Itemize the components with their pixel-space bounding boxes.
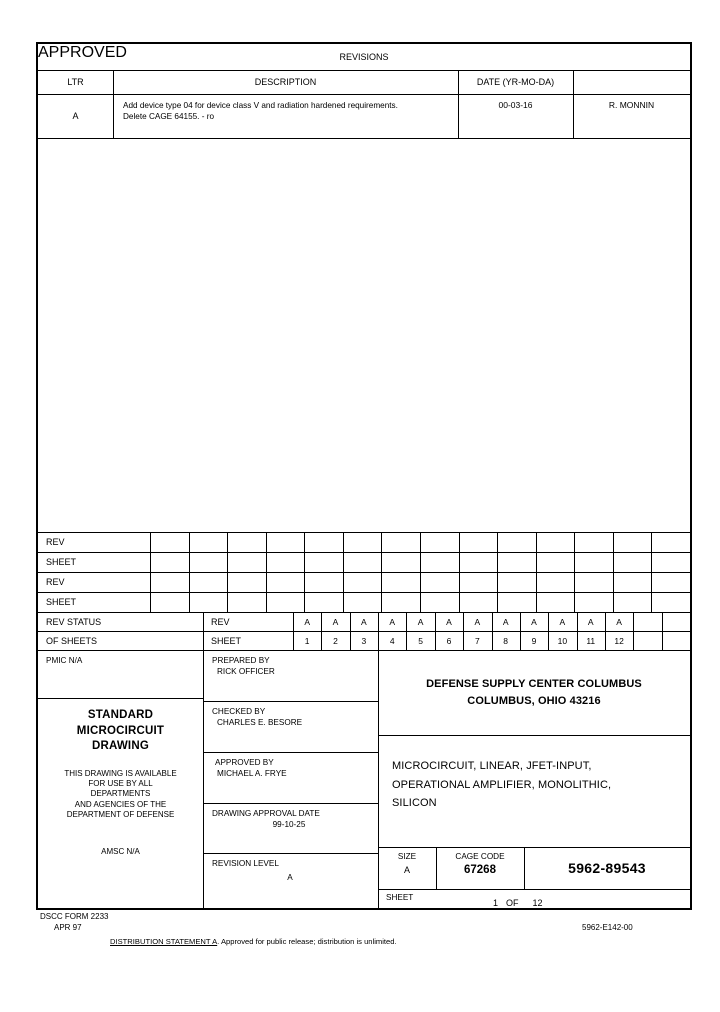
divider bbox=[381, 572, 382, 592]
rev-status-sheet-cell: 7 bbox=[474, 635, 480, 646]
divider bbox=[574, 552, 575, 572]
distribution-statement bbox=[110, 937, 397, 946]
divider bbox=[536, 532, 537, 552]
divider bbox=[113, 70, 114, 138]
rev-status-blank-cell bbox=[150, 532, 189, 552]
divider bbox=[497, 572, 498, 592]
rev-status-sheet-cell: 9 bbox=[531, 635, 537, 646]
divider bbox=[492, 612, 493, 650]
divider bbox=[381, 552, 382, 572]
divider bbox=[420, 532, 421, 552]
divider bbox=[574, 532, 575, 552]
revision-row-approved: R. MONNIN bbox=[608, 100, 655, 110]
cage-code-label: CAGE CODE bbox=[455, 852, 505, 861]
form-number: DSCC FORM 2233 bbox=[40, 912, 109, 921]
divider bbox=[459, 592, 460, 612]
smd-block bbox=[38, 698, 203, 910]
divider bbox=[420, 552, 421, 572]
rev-status-rev-cell bbox=[662, 612, 690, 631]
rev-status-blank-cell bbox=[574, 592, 613, 612]
rev-status-blank-cell bbox=[266, 552, 305, 572]
drawing-approval-date-field bbox=[203, 803, 378, 853]
rev-status-rev-cell: A bbox=[587, 616, 594, 627]
revision-row-ltr: A bbox=[72, 111, 79, 121]
divider bbox=[227, 592, 228, 612]
rev-status-blank-cell bbox=[189, 532, 228, 552]
divider bbox=[497, 552, 498, 572]
distribution-statement-text: . Approved for public release; distribution is unlimited. bbox=[217, 937, 397, 946]
rev-status-rev-cell: A bbox=[417, 616, 424, 627]
rev-status-blank-cell bbox=[459, 552, 498, 572]
drawing-frame bbox=[36, 42, 692, 910]
divider bbox=[266, 532, 267, 552]
rev-status-rev-cell: A bbox=[304, 616, 310, 627]
prepared-by-label: PREPARED BY bbox=[212, 656, 270, 665]
drawing-approval-label: DRAWING APPROVAL DATE bbox=[212, 809, 320, 818]
divider bbox=[651, 532, 652, 552]
checked-by-label: CHECKED BY bbox=[212, 707, 266, 716]
rev-status-blank-cell bbox=[381, 592, 420, 612]
rev-status-blank-cell bbox=[536, 532, 575, 552]
divider bbox=[459, 572, 460, 592]
checked-by-field bbox=[203, 701, 378, 752]
description-line1: MICROCIRCUIT, LINEAR, JFET-INPUT, bbox=[392, 760, 592, 772]
rev-status-sheet-cell bbox=[662, 631, 690, 650]
rev-status-blank-cell bbox=[189, 592, 228, 612]
divider bbox=[189, 592, 190, 612]
grid-row-label-rev-1: REV bbox=[46, 537, 65, 547]
rev-status-blank-cell bbox=[381, 552, 420, 572]
divider bbox=[378, 650, 379, 910]
rev-status-blank-cell bbox=[304, 532, 343, 552]
divider bbox=[463, 612, 464, 650]
approved-by-label: APPROVED BY bbox=[215, 758, 274, 767]
rev-status-blank-cell bbox=[613, 552, 652, 572]
rev-status-blank-cell bbox=[420, 572, 459, 592]
rev-status-sheet-cell bbox=[633, 631, 661, 650]
revisions-header-ltr: LTR bbox=[67, 77, 84, 87]
divider bbox=[651, 592, 652, 612]
rev-status-blank-cell bbox=[651, 552, 690, 572]
agency-block bbox=[378, 650, 690, 735]
divider bbox=[548, 612, 549, 650]
rev-status-rev-cell: A bbox=[616, 616, 622, 627]
pmic-value: PMIC N/A bbox=[46, 656, 83, 665]
revision-description-line1: Add device type 04 for device class V and radiation hardened requirements. bbox=[123, 101, 398, 110]
rev-status-blank-cell bbox=[574, 552, 613, 572]
divider bbox=[436, 847, 437, 889]
rev-status-blank-cell bbox=[574, 532, 613, 552]
divider bbox=[458, 70, 459, 138]
product-description bbox=[378, 735, 690, 847]
divider bbox=[266, 592, 267, 612]
divider bbox=[497, 532, 498, 552]
part-number-value: 5962-89543 bbox=[568, 860, 646, 876]
rev-status-blank-cell bbox=[381, 572, 420, 592]
revision-level-label: REVISION LEVEL bbox=[212, 859, 279, 868]
divider bbox=[574, 592, 575, 612]
rev-status-sheet-cell: 11 bbox=[586, 635, 596, 646]
drawing-body-blank bbox=[38, 138, 690, 532]
divider bbox=[150, 532, 151, 612]
rev-status-rev-cell: A bbox=[559, 616, 566, 627]
divider bbox=[381, 592, 382, 612]
rev-status-rev-cell: A bbox=[531, 616, 537, 627]
rev-status-blank-cell bbox=[304, 592, 343, 612]
divider bbox=[350, 612, 351, 650]
part-number-field bbox=[524, 847, 690, 889]
divider bbox=[459, 532, 460, 552]
divider bbox=[574, 572, 575, 592]
divider bbox=[227, 552, 228, 572]
rev-status-sheet-cell: 6 bbox=[446, 635, 452, 646]
rev-status-sheet-cell: 5 bbox=[418, 635, 423, 646]
rev-status-blank-cell bbox=[266, 532, 305, 552]
availability-line3: DEPARTMENTS bbox=[90, 789, 151, 799]
sheet-label: SHEET bbox=[386, 893, 414, 902]
divider bbox=[536, 552, 537, 572]
rev-status-blank-cell bbox=[497, 592, 536, 612]
rev-status-rev-label: REV bbox=[211, 616, 230, 627]
divider bbox=[605, 612, 606, 650]
divider bbox=[266, 572, 267, 592]
divider bbox=[420, 592, 421, 612]
checked-by-name: CHARLES E. BESORE bbox=[217, 717, 303, 727]
rev-status-blank-cell bbox=[227, 552, 266, 572]
rev-status-blank-cell bbox=[536, 572, 575, 592]
rev-status-blank-cell bbox=[420, 592, 459, 612]
distribution-statement-label: DISTRIBUTION STATEMENT A bbox=[110, 937, 218, 946]
pmic-field bbox=[38, 650, 203, 698]
availability-line1: THIS DRAWING IS AVAILABLE bbox=[64, 768, 177, 778]
rev-status-blank-cell bbox=[150, 572, 189, 592]
sheet-total: 12 bbox=[532, 898, 543, 908]
rev-status-blank-cell bbox=[266, 572, 305, 592]
rev-status-blank-cell bbox=[189, 552, 228, 572]
rev-status-sheet-cell: 3 bbox=[361, 635, 367, 646]
divider bbox=[304, 552, 305, 572]
divider bbox=[381, 532, 382, 552]
sheet-count bbox=[493, 889, 613, 910]
rev-status-blank-cell bbox=[381, 532, 420, 552]
rev-status-blank-cell bbox=[651, 532, 690, 552]
description-line3: SILICON bbox=[392, 797, 437, 810]
rev-status-sheet-cell: 4 bbox=[389, 635, 395, 646]
divider bbox=[577, 612, 578, 650]
divider bbox=[189, 552, 190, 572]
agency-line1: DEFENSE SUPPLY CENTER COLUMBUS bbox=[426, 678, 642, 690]
rev-status-blank-cell bbox=[497, 572, 536, 592]
divider bbox=[343, 572, 344, 592]
amsc-value: AMSC N/A bbox=[101, 846, 140, 856]
divider bbox=[459, 552, 460, 572]
rev-status-blank-cell bbox=[651, 572, 690, 592]
rev-status-blank-cell bbox=[420, 552, 459, 572]
divider bbox=[536, 592, 537, 612]
revisions-title: REVISIONS bbox=[339, 52, 389, 62]
revisions-header-description: DESCRIPTION bbox=[254, 77, 317, 87]
rev-status-label-line2: OF SHEETS bbox=[46, 635, 98, 646]
rev-status-blank-cell bbox=[304, 572, 343, 592]
rev-status-blank-cell bbox=[497, 552, 536, 572]
rev-status-blank-cell bbox=[459, 572, 498, 592]
divider bbox=[573, 70, 574, 138]
sheet-of: OF bbox=[506, 898, 519, 908]
rev-status-blank-cell bbox=[574, 572, 613, 592]
revision-level-value: A bbox=[287, 872, 293, 882]
availability-line5: DEPARTMENT OF DEFENSE bbox=[66, 810, 175, 820]
divider bbox=[497, 592, 498, 612]
revision-description-line2: Delete CAGE 64155. - ro bbox=[123, 112, 215, 122]
divider bbox=[420, 572, 421, 592]
divider bbox=[613, 552, 614, 572]
rev-status-blank-cell bbox=[613, 572, 652, 592]
rev-status-blank-cell bbox=[150, 552, 189, 572]
rev-status-blank-cell bbox=[459, 592, 498, 612]
rev-status-blank-cell bbox=[613, 592, 652, 612]
divider bbox=[378, 612, 379, 650]
rev-status-blank-cell bbox=[420, 532, 459, 552]
revisions-header-approved: APPROVED bbox=[38, 44, 127, 61]
revision-row-date: 00-03-16 bbox=[498, 100, 533, 110]
rev-status-blank-cell bbox=[266, 592, 305, 612]
rev-status-blank-cell bbox=[613, 532, 652, 552]
size-field bbox=[378, 847, 436, 889]
rev-status-blank-cell bbox=[343, 552, 382, 572]
rev-status-blank-cell bbox=[343, 532, 382, 552]
agency-line2: COLUMBUS, OHIO 43216 bbox=[467, 694, 601, 707]
revision-row-description bbox=[113, 94, 458, 138]
approved-by-name: MICHAEL A. FRYE bbox=[217, 768, 287, 778]
divider bbox=[343, 592, 344, 612]
smd-title-line2: MICROCIRCUIT bbox=[76, 724, 165, 737]
divider bbox=[690, 612, 691, 650]
rev-status-rev-cell: A bbox=[332, 616, 339, 627]
divider bbox=[435, 612, 436, 650]
divider bbox=[662, 612, 663, 650]
sheet-current: 1 bbox=[493, 898, 499, 908]
form-date: APR 97 bbox=[54, 923, 82, 932]
e-code: 5962-E142-00 bbox=[582, 923, 633, 932]
smd-title-line3: DRAWING bbox=[92, 740, 149, 753]
grid-row-label-sheet-2: SHEET bbox=[46, 597, 77, 607]
rev-status-blank-cell bbox=[227, 532, 266, 552]
cage-code-value: 67268 bbox=[464, 864, 496, 876]
rev-status-sheet-cell: 2 bbox=[333, 635, 338, 646]
rev-status-rev-cell bbox=[633, 612, 661, 631]
divider bbox=[304, 532, 305, 552]
grid-row-label-sheet-1: SHEET bbox=[46, 557, 77, 567]
divider bbox=[613, 532, 614, 552]
rev-status-sheet-cell: 8 bbox=[503, 635, 509, 646]
revision-level-field bbox=[203, 853, 378, 910]
cage-code-field bbox=[436, 847, 524, 889]
divider bbox=[536, 572, 537, 592]
rev-status-blank-cell bbox=[651, 592, 690, 612]
rev-status-blank-cell bbox=[304, 552, 343, 572]
divider bbox=[406, 612, 407, 650]
divider bbox=[343, 532, 344, 552]
availability-line2: FOR USE BY ALL bbox=[88, 778, 153, 788]
rev-status-blank-cell bbox=[536, 592, 575, 612]
rev-status-blank-cell bbox=[536, 552, 575, 572]
rev-status-blank-cell bbox=[189, 572, 228, 592]
rev-status-rev-cell: A bbox=[389, 616, 396, 627]
approved-by-field bbox=[203, 752, 378, 803]
rev-status-label-line1: REV STATUS bbox=[46, 616, 102, 627]
rev-status-rev-cell: A bbox=[361, 616, 367, 627]
rev-status-blank-cell bbox=[459, 532, 498, 552]
rev-status-blank-cell bbox=[150, 592, 189, 612]
rev-status-rev-cell: A bbox=[502, 616, 509, 627]
prepared-by-name: RICK OFFICER bbox=[217, 666, 275, 676]
rev-status-sheet-cell: 1 bbox=[304, 635, 310, 646]
rev-status-sheet-label: SHEET bbox=[211, 635, 242, 646]
divider bbox=[203, 650, 204, 910]
smd-title-line1: STANDARD bbox=[87, 709, 154, 721]
size-value: A bbox=[403, 865, 410, 875]
drawing-approval-date: 99-10-25 bbox=[272, 819, 306, 829]
size-label: SIZE bbox=[397, 852, 417, 861]
divider bbox=[304, 592, 305, 612]
divider bbox=[651, 572, 652, 592]
divider bbox=[227, 532, 228, 552]
rev-status-rev-cell: A bbox=[446, 616, 452, 627]
rev-status-blank-cell bbox=[227, 572, 266, 592]
revisions-header-date: DATE (YR-MO-DA) bbox=[476, 77, 555, 87]
rev-status-sheet-cell: 12 bbox=[614, 635, 624, 646]
divider bbox=[304, 572, 305, 592]
divider bbox=[189, 572, 190, 592]
divider bbox=[293, 612, 294, 650]
rev-status-blank-cell bbox=[343, 572, 382, 592]
divider bbox=[343, 552, 344, 572]
rev-status-blank-cell bbox=[227, 592, 266, 612]
divider bbox=[633, 612, 634, 650]
rev-status-blank-cell bbox=[497, 532, 536, 552]
divider bbox=[227, 572, 228, 592]
divider bbox=[189, 532, 190, 552]
divider bbox=[203, 612, 204, 650]
rev-status-rev-cell: A bbox=[474, 616, 481, 627]
divider bbox=[266, 552, 267, 572]
divider bbox=[613, 592, 614, 612]
divider bbox=[524, 847, 525, 889]
rev-status-sheet-cell: 10 bbox=[557, 635, 568, 646]
divider bbox=[321, 612, 322, 650]
grid-row-label-rev-2: REV bbox=[46, 577, 65, 587]
rev-status-blank-cell bbox=[343, 592, 382, 612]
divider bbox=[613, 572, 614, 592]
divider bbox=[651, 552, 652, 572]
prepared-by-field bbox=[203, 650, 378, 701]
description-line2: OPERATIONAL AMPLIFIER, MONOLITHIC, bbox=[392, 778, 612, 791]
availability-line4: AND AGENCIES OF THE bbox=[74, 799, 167, 809]
divider bbox=[520, 612, 521, 650]
